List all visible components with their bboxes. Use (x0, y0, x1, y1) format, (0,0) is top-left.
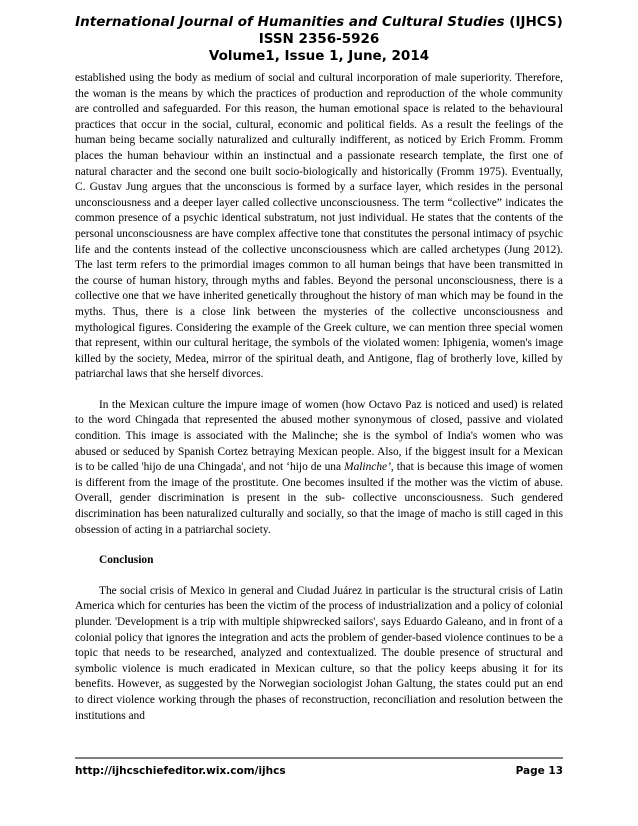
running-header (0, 14, 638, 65)
running-footer (75, 765, 563, 777)
paragraph-1: established using the body as medium of social and cultural incorporation of male superiority. Therefore, the woman is the means by which the practices of production and reproduction of the whole community are controlled and safeguarded. For this reason, the human emotional space is related to the behavioural practices that occur in the social, cultural, economic and political fields. As a result the feelings of the human being became socially naturalized and culturally indifferent, as noticed by Erich Fromm. Fromm places the human behaviour within an instinctual and a passionate research template, the first one of natural character and the second one built socio-biologically and historically (Fromm 1975). Eventually, C. Gustav Jung argues that the unconscious is formed by a surface layer, which resides in the personal unconsciousness and a deeper layer called collective unconsciousness. The term “collective” indicates the common presence of a psychic identical substratum, not just individual. He states that the contents of the personal unconsciousness are have complex affective tone that constitutes the personal intimacy of psychic life and the contents instead of the collective unconsciousness which are called archetypes (Jung 2012). The last term refers to the primordial images common to all human beings that have been transmitted in the course of human history, through myths and fables. Beyond the personal unconsciousness, there is a collective one that we have inherited genetically throughout the history of man which may be found in the myths. Thus, there is a close link between the mysteries of the collective unconsciousness and mythological figures. Considering the example of the Greek culture, we can mention three special women that represent, within our cultural heritage, the symbols of the violated women: Iphigenia, women's image killed by the society, Medea, mirror of the spiritual death, and Antigone, flag of brotherly love, killed by patriarchal laws that she herself divorces. (75, 72, 563, 381)
paragraph-2 (75, 398, 563, 538)
page-number: Page 13 (515, 765, 563, 777)
paragraph-2-italic: Malinche’ (344, 461, 391, 474)
journal-title-line (0, 14, 638, 31)
footer-divider (75, 757, 563, 759)
section-heading-conclusion: Conclusion (99, 554, 154, 567)
volume-issue: Volume1, Issue 1, June, 2014 (208, 48, 430, 64)
journal-name: International Journal of Humanities and Cultural Studies (75, 14, 505, 30)
paragraph-2-part-a: In the Mexican culture the impure image of women (how Octavo Paz is noticed and used) is related to the word Chingada that represented the abused mother synonymous of closed, passive and violated condition. This image is associated with the Malinche; she is the symbol of India's women who was abused or seduced by Spanish Cortez betraying Mexican people. Also, if the biggest insult for a Mexican is to be called 'hijo de una Chingada', and not ‘hijo de una (75, 398, 563, 474)
paragraph-2-part-b: , that is because this image of women is different from the image of the prostitute. One becomes insulted if the mother was the victim of abuse. Overall, gender discrimination is present in the sub- collective unconsciousness. Such gendered discrimination has been naturalized culturally and socially, so that the image of macho is still caged in this obsession of acting in a patriarchal society. (75, 461, 563, 536)
issn: ISSN 2356-5926 (258, 31, 380, 47)
footer-url[interactable]: http://ijhcschiefeditor.wix.com/ijhcs (75, 765, 286, 777)
article-body (75, 71, 563, 724)
journal-abbr: (IJHCS) (509, 14, 563, 30)
paragraph-3: The social crisis of Mexico in general and Ciudad Juárez in particular is the structural crisis of Latin America which for centuries has been the victim of the process of industrialization and a policy of colonial plunder. 'Development is a trip with multiple shipwrecked sailors', says Eduardo Galeano, and in front of a colonial policy that ignores the integration and acts the problem of gender-based violence continues to be a topic that needs to be researched, analyzed and contextualized. The double presence of structural and symbolic violence is much eradicated in Mexican culture, so that the policy keeps abusing it for its benefits. However, as suggested by the Norwegian sociologist Johan Galtung, the states could put an end to direct violence working through the phases of reconstruction, reconciliation and resolution between the institutions and (75, 584, 563, 722)
